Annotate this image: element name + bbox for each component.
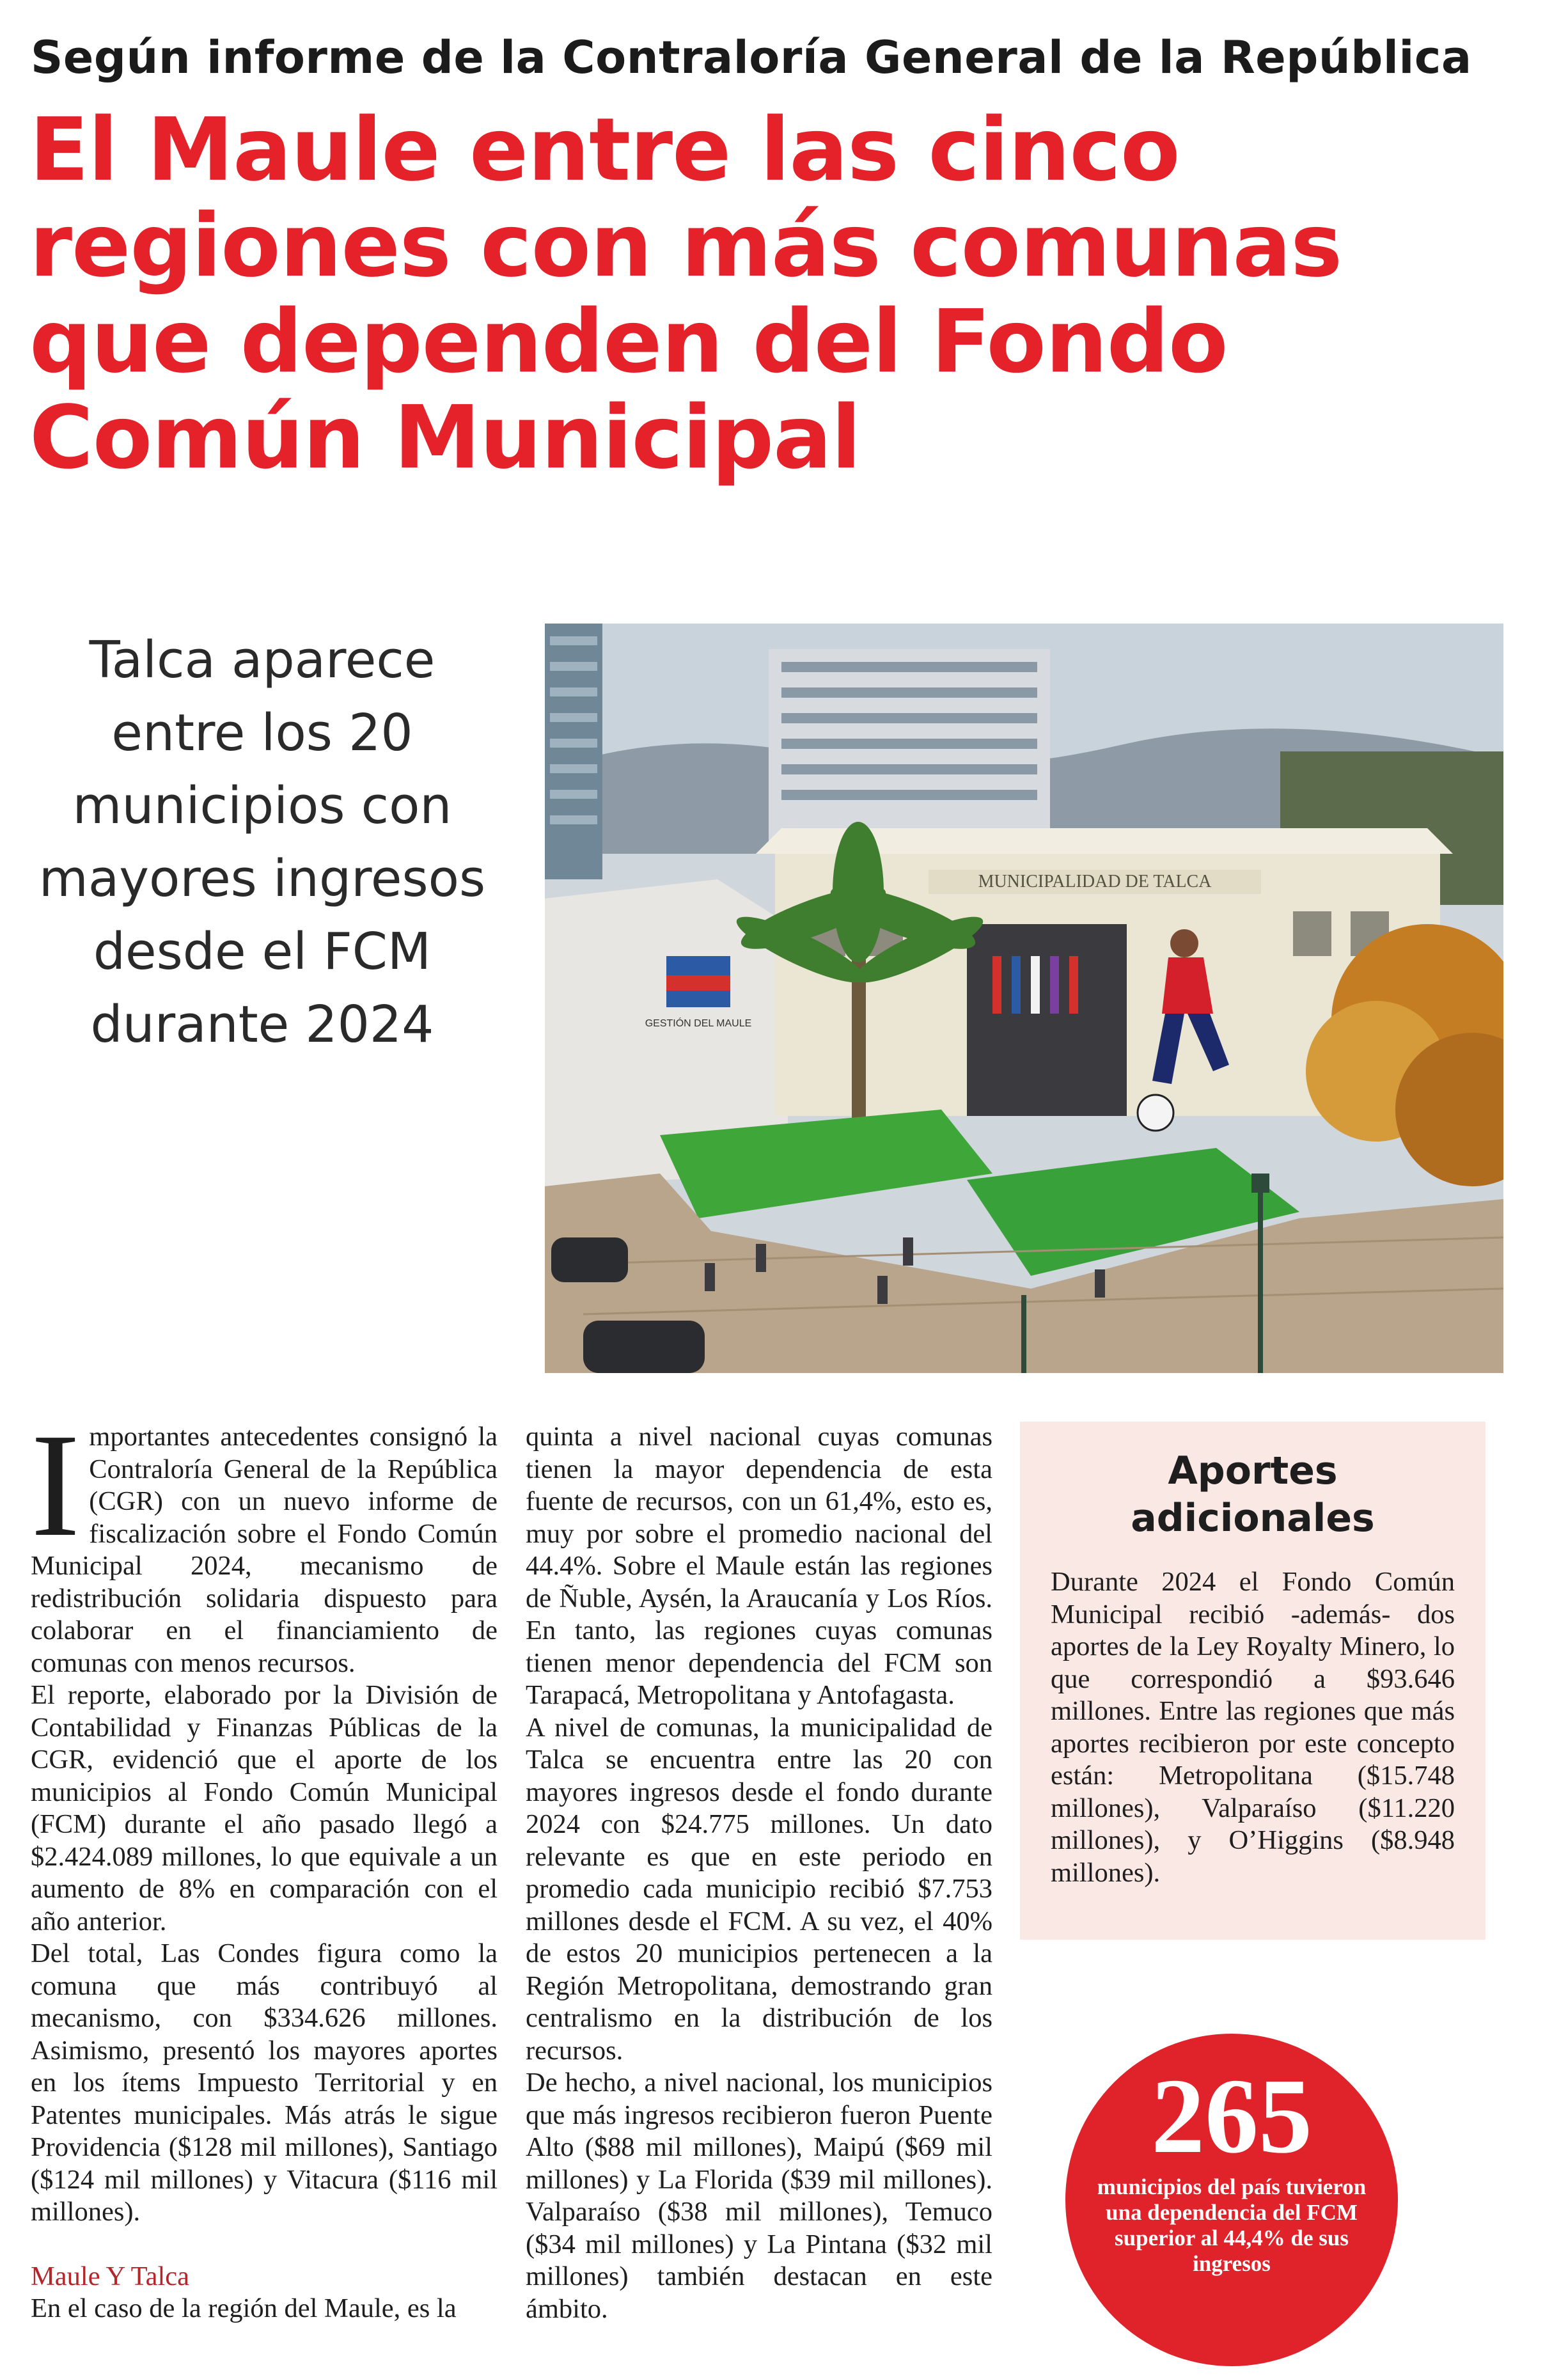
stat-number: 265 [1151,2057,1312,2176]
section-subhead: Maule Y Talca [31,2261,189,2291]
body-paragraph: mportantes antecedentes consignó la Contraloría General de la República (CGR) con un nuevo informe de fiscalización sobre el Fondo Común Municipal 2024, mecanismo de redistribución solidaria dispuesto para colaborar en el financiamiento de comunas con menos recursos. [31,1422,498,1678]
sidebar-body: Durante 2024 el Fondo Común Municipal recibió -además- dos aportes de la Ley Royalty Minero, lo que correspondió a $93.646 millones. Entre las regiones que más aportes recibieron por este concepto están: Metropolitana ($15.748 millones), Valparaíso ($11.220 millones), y O’Higgins ($8.948 millones). [1051,1567,1455,1888]
kicker: Según informe de la Contraloría General de la República [31,31,1472,84]
body-column-1 [31,1403,498,2325]
deck: Talca aparece entre los 20 municipios con mayores ingresos desde el FCM durante 2024 [38,631,486,1054]
town-hall-photo [545,624,1503,1373]
body-paragraph: quinta a nivel nacional cuyas comunas tienen la mayor dependencia de esta fuente de recursos, con un 61,4%, esto es, muy por sobre el promedio nacional del 44.4%. Sobre el Maule están las regiones de Ñuble, Aysén, la Araucanía y Los Ríos. En tanto, las regiones cuyas comunas tienen menor dependencia del FCM son Tarapacá, Metropolitana y Antofagasta. [526,1422,992,1710]
small-sign: GESTIÓN DEL MAULE [645,1018,752,1029]
body-paragraph: Del total, Las Condes figura como la comuna que más contribuyó al mecanismo, con $334.626 millones. Asimismo, presentó los mayores aportes en los ítems Impuesto Territorial y en Patentes municipales. Más atrás le sigue Providencia ($128 mil millones), Santiago ($124 mil millones) y Vitacura ($116 mil millones). [31,1938,498,2227]
town-hall-illustration [545,624,1503,1373]
stat-callout [1065,2034,1398,2366]
building-sign: MUNICIPALIDAD DE TALCA [978,872,1212,891]
body-paragraph: El reporte, elaborado por la División de Contabilidad y Finanzas Públicas de la CGR, evidenció que el aporte de los municipios al Fondo Común Municipal (FCM) durante el año pasado llegó a $2.424.089 millones, lo que equivale a un aumento de 8% en comparación con el año anterior. [31,1680,498,1936]
dropcap: I [31,1403,81,1567]
sidebar-title: Aportes adicionales [1131,1449,1375,1541]
headline: El Maule entre las cinco regiones con más comunas que dependen del Fondo Común Municipal [29,100,1342,489]
body-paragraph: De hecho, a nivel nacional, los municipios que más ingresos recibieron fueron Puente Alto ($88 mil millones), Maipú ($69 mil millones) y La Florida ($39 mil millones). Valparaíso ($38 mil millones), Temuco ($34 mil millones) y La Pintana ($32 mil millones) también destacan en este ámbito. [526,2068,992,2324]
body-paragraph: En el caso de la región del Maule, es la [31,2293,457,2323]
sidebar-box [1020,1422,1486,1940]
body-paragraph: A nivel de comunas, la municipalidad de Talca se encuentra entre las 20 con mayores ingresos desde el fondo durante 2024 con $24.775 millones. Un dato relevante es que en este periodo en promedio cada municipio recibió $7.753 millones desde el FCM. A su vez, el 40% de estos 20 municipios pertenecen a la Región Metropolitana, demostrando gran centralismo en la distribución de los recursos. [526,1712,992,2066]
stat-text: municipios del país tuvieron una dependencia del FCM superior al 44,4% de sus ingresos [1097,2174,1367,2276]
body-column-2 [526,1421,992,2325]
